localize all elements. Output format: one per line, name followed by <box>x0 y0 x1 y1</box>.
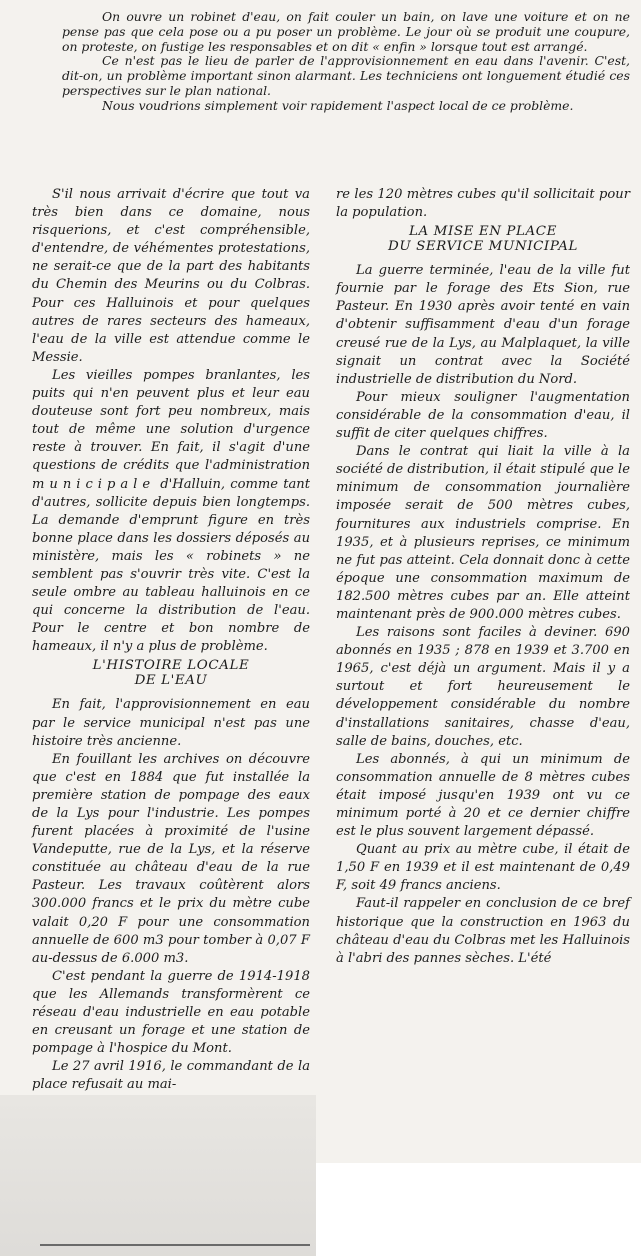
left-paragraph-3: En fait, l'approvisionnement en eau par le service municipal n'est pas une histoire très ancienne. <box>32 697 310 749</box>
right-paragraph-6: Quant au prix au mètre cube, il était de 1,50 F en 1939 et il est maintenant de 0,49 F, soit 49 francs anciens. <box>336 842 630 894</box>
left-paragraph-5: C'est pendant la guerre de 1914-1918 que les Allemands transformèrent ce réseau d'eau industrielle en eau potable en creusant un forage et une station de pompage à l'hospice du Mont. <box>32 968 310 1057</box>
section-heading-service-line-2: DU SERVICE MUNICIPAL <box>388 239 578 255</box>
intro-paragraph-3: Nous voudrions simplement voir rapidement l'aspect local de ce problème. <box>102 97 574 113</box>
right-paragraph-continued: re les 120 mètres cubes qu'il sollicitait pour la population. <box>336 187 630 221</box>
left-paragraph-2-spaced-word: municipale <box>32 476 156 492</box>
torn-corner <box>316 1163 641 1256</box>
section-heading-service <box>336 224 630 254</box>
section-heading-histoire <box>32 658 310 688</box>
intro-paragraph-2: Ce n'est pas le lieu de parler de l'approvisionnement en eau dans l'avenir. C'est, dit-on, un problème important sinon alarmant. Les techniciens ont longuement étudié ces perspectives sur le plan national. <box>62 53 630 98</box>
right-paragraph-1: La guerre terminée, l'eau de la ville fut fournie par le forage des Ets Sion, rue Pasteur. En 1930 après avoir tenté en vain d'obtenir suffisamment d'eau d'un forage creusé rue de la Lys, au Malplaquet, la ville signait un contrat avec la Société industrielle de distribution du Nord. <box>336 263 630 387</box>
section-heading-histoire-line-2: DE L'EAU <box>134 673 208 689</box>
left-paragraph-2 <box>32 367 310 657</box>
intro-chapeau <box>62 10 630 114</box>
section-heading-histoire-line-1: L'HISTOIRE LOCALE <box>92 658 250 674</box>
bottom-rule <box>40 1244 310 1246</box>
right-paragraph-2: Pour mieux souligner l'augmentation considérable de la consommation d'eau, il suffit de citer quelques chiffres. <box>336 389 630 442</box>
left-paragraph-4: En fouillant les archives on découvre que c'est en 1884 que fut installée la première station de pompage des eaux de la Lys pour l'industrie. Les pompes furent placées à proximité de l'usine Vandeputte, rue de la Lys, et la réserve constituée au château d'eau de la rue Pasteur. Les travaux coûtèrent alors 300.000 francs et le prix du mètre cube valait 0,20 F pour une consommation annuelle de 600 m3 pour tomber à 0,07 F au-dessus de 6.000 m3. <box>32 751 310 966</box>
left-paragraph-2-start: Les vieilles pompes branlantes, les puits qui n'en peuvent plus et leur eau douteuse sont fort peu nombreux, mais tout de même une solution d'urgence reste à trouver. En fait, il s'agit d'une questions de crédits que l'administration <box>32 367 310 474</box>
section-heading-service-line-1: LA MISE EN PLACE <box>409 224 557 240</box>
left-paragraph-2-end: d'Halluin, comme tant d'autres, sollicite depuis bien longtemps. La demande d'emprunt figure en très bonne place dans les dossiers déposés au ministère, mais les « robinets » ne semblent pas s'ouvrir très vite. C'est la seule ombre au tableau halluinois en ce qui concerne la distribution de l'eau. Pour le centre et bon nombre de hameaux, il n'y a plus de problème. <box>32 476 310 655</box>
right-paragraph-3: Dans le contrat qui liait la ville à la société de distribution, il était stipulé que le minimum de consommation journalière imposée serait de 500 mètres cubes, fournitures aux industriels comprise. En 1935, et à plusieurs reprises, ce minimum ne fut pas atteint. Cela donnait donc à cette époque une consommation maximum de 182.500 mètres cubes par an. Elle atteint maintenant près de 900.000 mètres cubes. <box>336 444 630 622</box>
left-column <box>32 186 310 1246</box>
left-paragraph-1: S'il nous arrivait d'écrire que tout va très bien dans ce domaine, nous risquerions, et c'est compréhensible, d'entendre, de véhémentes protestations, ne serait-ce que de la part des habitants du Chemin des Meurins ou du Colbras. Pour ces Halluinois et pour quelques autres de rares secteurs des hameaux, l'eau de la ville est attendue comme le Messie. <box>32 187 310 365</box>
right-paragraph-7: Faut-il rappeler en conclusion de ce bref historique que la construction en 1963 du château d'eau du Colbras met les Halluinois à l'abri des pannes sèches. L'été <box>336 896 630 966</box>
right-column <box>336 186 630 1176</box>
right-paragraph-4: Les raisons sont faciles à deviner. 690 abonnés en 1935 ; 878 en 1939 et 3.700 en 1965, c'est déjà un argument. Mais il y a surtout et fort heureusement le développement considérable du nombre d'installations sanitaires, chasse d'eau, salle de bains, douches, etc. <box>336 625 630 749</box>
right-paragraph-5: Les abonnés, à qui un minimum de consommation annuelle de 8 mètres cubes était imposé jusqu'en 1939 ont vu ce minimum porté à 20 et ce dernier chiffre est le plus souvent largement dépassé. <box>336 751 630 840</box>
left-paragraph-6: Le 27 avril 1916, le commandant de la place refusait au mai- <box>32 1059 310 1093</box>
intro-paragraph-1: On ouvre un robinet d'eau, on fait couler un bain, on lave une voiture et on ne pense pas que cela pose ou a pu poser un problème. Le jour où se produit une coupure, on proteste, on fustige les responsables et on dit « enfin » lorsque tout est arrangé. <box>62 9 630 54</box>
